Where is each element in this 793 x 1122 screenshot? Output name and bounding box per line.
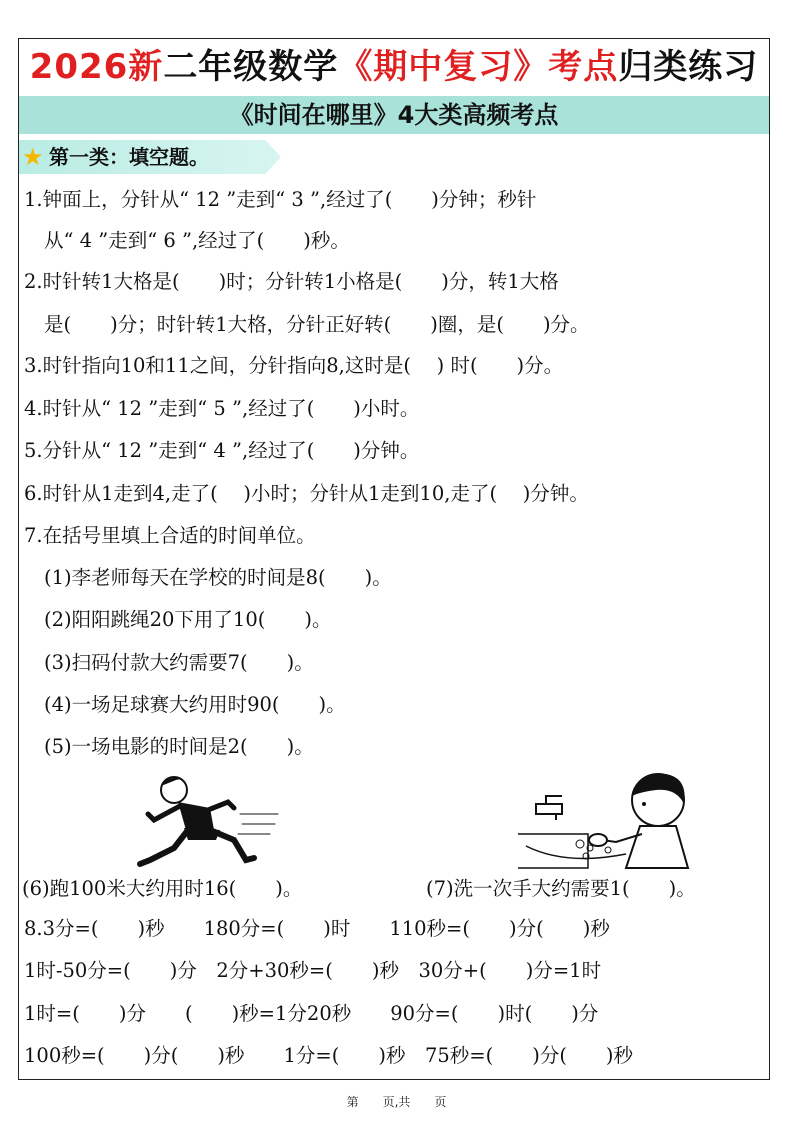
- question-2-line-1: 2.时针转1大格是( )时；分针转1小格是( )分，转1大格: [24, 270, 559, 293]
- section-label: 第一类：填空题。: [49, 145, 209, 169]
- question-7-item-7: (7)洗一次手大约需要1( )。: [426, 877, 696, 900]
- star-icon: ★: [22, 143, 44, 171]
- handwashing-child-illustration: [516, 770, 696, 870]
- question-8-row-4: 100秒=( )分( )秒 1分=( )秒 75秒=( )分( )秒: [24, 1044, 634, 1067]
- question-7-item-2: (2)阳阳跳绳20下用了10( )。: [44, 608, 332, 631]
- question-7-item-4: (4)一场足球赛大约用时90( )。: [44, 693, 346, 716]
- question-1-line-2: 从“ 4 ”走到“ 6 ”,经过了( )秒。: [44, 229, 350, 252]
- question-7-item-6: (6)跑100米大约用时16( )。: [22, 877, 303, 900]
- page-title: 2026新二年级数学《期中复习》考点归类练习: [29, 47, 759, 87]
- question-7-item-5: (5)一场电影的时间是2( )。: [44, 735, 314, 758]
- question-5: 5.分针从“ 12 ”走到“ 4 ”,经过了( )分钟。: [24, 439, 420, 462]
- subtitle-banner: 《时间在哪里》4大类高频考点: [19, 96, 769, 134]
- question-7: 7.在括号里填上合适的时间单位。: [24, 524, 316, 547]
- question-3: 3.时针指向10和11之间，分针指向8,这时是( ) 时( )分。: [24, 354, 564, 377]
- page-footer: 第 页,共 页: [346, 1095, 447, 1109]
- question-7-item-3: (3)扫码付款大约需要7( )。: [44, 651, 314, 674]
- question-8-row-1: 8.3分=( )秒 180分=( )时 110秒=( )分( )秒: [24, 917, 610, 940]
- running-boy-illustration: [130, 768, 280, 874]
- question-8-row-2: 1时-50分=( )分 2分+30秒=( )秒 30分+( )分=1时: [24, 959, 602, 982]
- question-1-line-1: 1.钟面上，分针从“ 12 ”走到“ 3 ”,经过了( )分钟；秒针: [24, 188, 537, 211]
- question-6: 6.时针从1走到4,走了( )小时；分针从1走到10,走了( )分钟。: [24, 482, 589, 505]
- question-2-line-2: 是( )分；时针转1大格，分针正好转( )圈，是( )分。: [44, 313, 590, 336]
- question-8-row-3: 1时=( )分 ( )秒=1分20秒 90分=( )时( )分: [24, 1002, 599, 1025]
- question-7-item-1: (1)李老师每天在学校的时间是8( )。: [44, 566, 392, 589]
- question-4: 4.时针从“ 12 ”走到“ 5 ”,经过了( )小时。: [24, 397, 420, 420]
